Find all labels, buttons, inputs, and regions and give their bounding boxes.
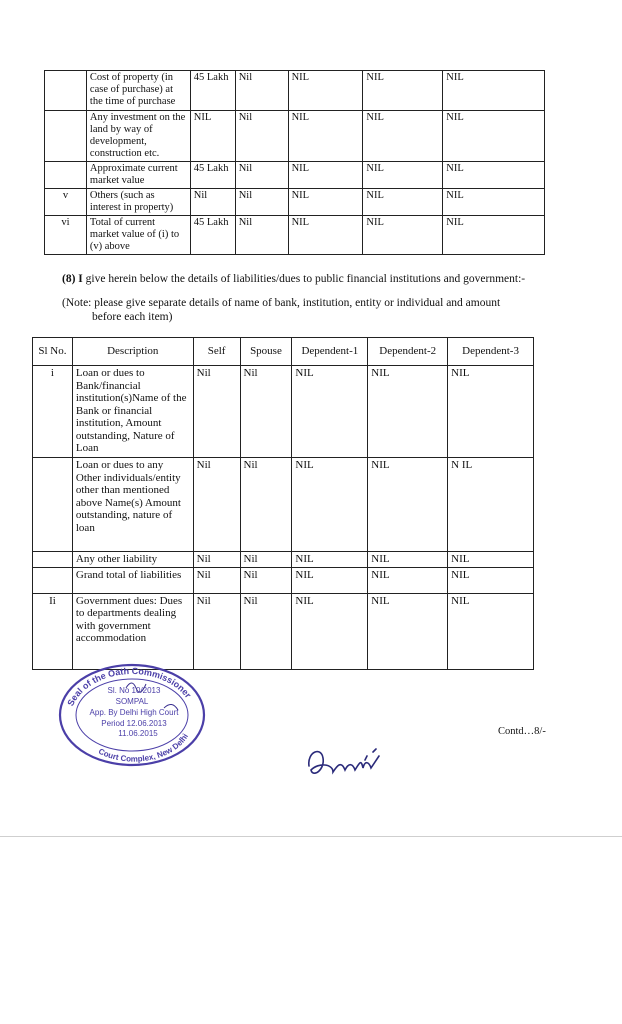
liabilities-header xyxy=(33,338,534,366)
spouse-cell: Nil xyxy=(235,71,288,111)
dependent-3-cell: N IL xyxy=(448,458,534,552)
continued-marker: Contd…8/- xyxy=(498,726,546,737)
spouse-cell: Nil xyxy=(240,593,292,669)
description-cell: Loan or dues to Bank/financial institution(s)Name of the Bank or financial institution, Amount outstanding, Nature of Loan xyxy=(72,366,193,458)
self-cell: NIL xyxy=(190,111,235,162)
description-cell: Loan or dues to any Other individuals/entity other than mentioned above Name(s) Amount outstanding, nature of loan xyxy=(72,458,193,552)
header-spouse: Spouse xyxy=(240,338,292,366)
dependent-3-cell: NIL xyxy=(448,366,534,458)
header-self: Self xyxy=(193,338,240,366)
dependent-1-cell: NIL xyxy=(292,593,368,669)
self-cell: 45 Lakh xyxy=(190,216,235,255)
dependent-2-cell: NIL xyxy=(363,216,443,255)
table-row xyxy=(45,111,545,162)
stamp-bottom-text: Court Complex, New Delhi xyxy=(96,732,190,764)
dependent-1-cell: NIL xyxy=(288,216,363,255)
stamp-ring-text: Seal of the Oath Commissioner xyxy=(65,665,194,708)
description-cell: Cost of property (in case of purchase) at the time of purchase xyxy=(86,71,190,111)
sl-cell: Ii xyxy=(33,593,73,669)
header-description: Description xyxy=(72,338,193,366)
description-cell: Grand total of liabilities xyxy=(72,567,193,593)
table-row xyxy=(33,552,534,568)
sl-cell: i xyxy=(33,366,73,458)
description-cell: Others (such as interest in property) xyxy=(86,189,190,216)
sl-cell xyxy=(33,458,73,552)
description-cell: Approximate current market value xyxy=(86,162,190,189)
self-cell: 45 Lakh xyxy=(190,162,235,189)
self-cell: Nil xyxy=(190,189,235,216)
self-cell: 45 Lakh xyxy=(190,71,235,111)
dependent-3-cell: NIL xyxy=(443,162,545,189)
spouse-cell: Nil xyxy=(235,216,288,255)
self-cell: Nil xyxy=(193,366,240,458)
table-row xyxy=(45,162,545,189)
description-cell: Total of current market value of (i) to (v) above xyxy=(86,216,190,255)
dependent-2-cell: NIL xyxy=(368,593,448,669)
sl-cell xyxy=(33,567,73,593)
section-number: (8) I xyxy=(62,273,83,285)
sl-cell xyxy=(45,162,87,189)
dependent-3-cell: NIL xyxy=(443,71,545,111)
stamp-period: Period 12.06.2013 xyxy=(101,719,167,728)
dependent-2-cell: NIL xyxy=(363,189,443,216)
table-row xyxy=(33,593,534,669)
dependent-3-cell: NIL xyxy=(443,189,545,216)
dependent-2-cell: NIL xyxy=(363,111,443,162)
header-dependent-3: Dependent-3 xyxy=(448,338,534,366)
dependent-1-cell: NIL xyxy=(292,567,368,593)
dependent-1-cell: NIL xyxy=(292,458,368,552)
self-cell: Nil xyxy=(193,567,240,593)
spouse-cell: Nil xyxy=(240,552,292,568)
liabilities-table xyxy=(32,337,534,670)
spouse-cell: Nil xyxy=(240,567,292,593)
table-row xyxy=(45,71,545,111)
asset-table-body xyxy=(45,71,545,255)
page-fold-line xyxy=(0,836,622,837)
table-row xyxy=(45,216,545,255)
sl-cell xyxy=(45,71,87,111)
dependent-3-cell: NIL xyxy=(448,593,534,669)
dependent-3-cell: NIL xyxy=(448,552,534,568)
oath-commissioner-stamp xyxy=(56,662,208,768)
spouse-cell: Nil xyxy=(235,162,288,189)
dependent-1-cell: NIL xyxy=(288,189,363,216)
stamp-appointed-by: App. By Delhi High Court xyxy=(89,708,179,717)
table-row xyxy=(33,458,534,552)
dependent-2-cell: NIL xyxy=(363,162,443,189)
stamp-name: SOMPAL xyxy=(115,697,149,706)
section-8-text: give herein below the details of liabilities/dues to public financial institutions and government:- xyxy=(82,273,526,285)
dependent-2-cell: NIL xyxy=(363,71,443,111)
header-dependent-1: Dependent-1 xyxy=(292,338,368,366)
table-row xyxy=(33,567,534,593)
spouse-cell: Nil xyxy=(235,111,288,162)
sl-cell xyxy=(45,111,87,162)
note-line-2: before each item) xyxy=(92,311,173,323)
dependent-1-cell: NIL xyxy=(288,162,363,189)
note-line-1: (Note: please give separate details of name of bank, institution, entity or individual and amount xyxy=(62,297,501,309)
dependent-1-cell: NIL xyxy=(292,552,368,568)
stamp-sl-no: Sl. No 10/2013 xyxy=(107,686,161,695)
header-sl-no: Sl No. xyxy=(33,338,73,366)
dependent-3-cell: NIL xyxy=(443,216,545,255)
stamp-to-date: 11.06.2015 xyxy=(118,729,158,738)
dependent-3-cell: NIL xyxy=(443,111,545,162)
sl-cell xyxy=(33,552,73,568)
dependent-3-cell: NIL xyxy=(448,567,534,593)
table-row xyxy=(33,366,534,458)
sl-cell: v xyxy=(45,189,87,216)
header-row xyxy=(33,338,534,366)
dependent-2-cell: NIL xyxy=(368,458,448,552)
handwritten-signature xyxy=(303,740,395,784)
self-cell: Nil xyxy=(193,458,240,552)
description-cell: Any investment on the land by way of development, construction etc. xyxy=(86,111,190,162)
section-8-note xyxy=(62,296,532,324)
dependent-1-cell: NIL xyxy=(288,111,363,162)
section-8-heading xyxy=(62,272,582,286)
self-cell: Nil xyxy=(193,552,240,568)
header-dependent-2: Dependent-2 xyxy=(368,338,448,366)
dependent-2-cell: NIL xyxy=(368,366,448,458)
liabilities-body xyxy=(33,366,534,670)
dependent-2-cell: NIL xyxy=(368,552,448,568)
dependent-2-cell: NIL xyxy=(368,567,448,593)
sl-cell: vi xyxy=(45,216,87,255)
self-cell: Nil xyxy=(193,593,240,669)
dependent-1-cell: NIL xyxy=(292,366,368,458)
spouse-cell: Nil xyxy=(235,189,288,216)
spouse-cell: Nil xyxy=(240,458,292,552)
spouse-cell: Nil xyxy=(240,366,292,458)
dependent-1-cell: NIL xyxy=(288,71,363,111)
immovable-assets-table xyxy=(44,70,545,255)
description-cell: Any other liability xyxy=(72,552,193,568)
description-cell: Government dues: Dues to departments dealing with government accommodation xyxy=(72,593,193,669)
table-row xyxy=(45,189,545,216)
